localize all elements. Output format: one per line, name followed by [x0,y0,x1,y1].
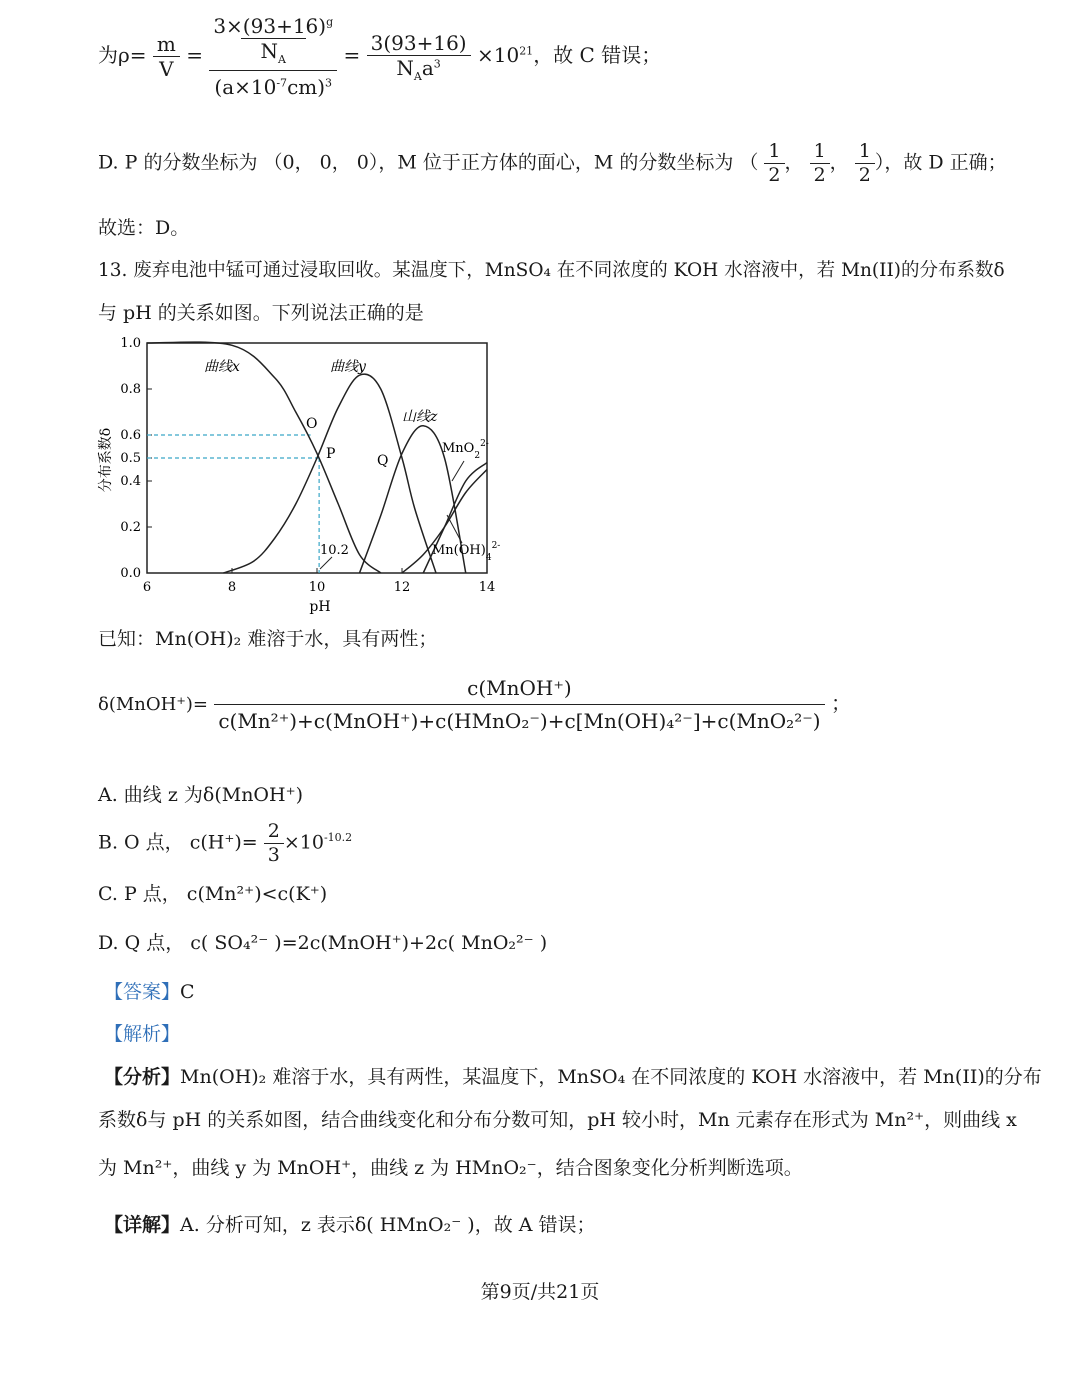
option-d: D. Q 点， c( SO₄²⁻ )=2c(MnOH⁺)+2c( MnO₂²⁻ ) [98,932,548,954]
y-tick-label: 0.5 [120,451,141,466]
label-curve-x: 曲线x [204,359,240,375]
point-o: O [306,416,318,432]
answer: 【答案】C [104,981,195,1003]
delta-formula: δ(MnOH⁺)= $\frac{\text{c(MnOH⁺)}}{\text{c(Mn²⁺)+c(MnOH⁺)+c(HMnO₂⁻)+c[Mn(OH)₄²⁻]+c(MnO₂²⁻)}}$ ； [98,676,851,733]
y-tick-label: 0.8 [120,382,141,397]
analysis-line2: 系数δ与 pH 的关系如图，结合曲线变化和分布分数可知，pH 较小时，Mn 元素存在形式为 Mn²⁺，则曲线 x [98,1109,1017,1131]
y-tick-label: 0.0 [120,566,141,581]
y-axis-label: 分布系数δ [98,427,114,493]
y-tick-label: 0.6 [120,428,141,443]
label-mnoh4: $Mn(OH)_4^{2-}$ [432,541,501,563]
x-tick-label: 8 [227,580,237,595]
y-tick-label: 1.0 [120,336,141,351]
question-13-line1: 13. 废弃电池中锰可通过浸取回收。某温度下，MnSO₄ 在不同浓度的 KOH 水溶液中，若 Mn(II)的分布系数δ [98,260,1005,281]
formula-rho: 为ρ= $\frac{m}{V}$ = $3\times(93+16)^g$ $N_A$ $(a\times 10^{-7}cm)^3$ = $\frac{3(93+16)}{N_Aa^3}$ $\times 10^{21}$，故 C 错误； [98,14,662,100]
annot-arrow-mno2 [452,461,464,481]
point-q: Q [377,453,389,469]
x-axis-label: pH [309,599,331,615]
x-tick-label: 10 [308,580,326,595]
rho-middle-fraction: $3\times(93+16)^g$ $N_A$ $(a\times 10^{-7}cm)^3$ [209,14,337,99]
label-curve-z: 山线z [402,409,438,425]
x-tick-label: 12 [393,580,411,595]
option-a: A. 曲线 z 为δ(MnOH⁺) [98,784,304,806]
x-tick-label: 6 [142,580,152,595]
annot-arrow-mnoh4 [447,515,462,543]
jiexi: 【解析】 [104,1023,181,1045]
analysis-line3: 为 Mn²⁺，曲线 y 为 MnOH⁺，曲线 z 为 HMnO₂⁻，结合图象变化分析判断选项。 [98,1157,803,1179]
ph-annotation: 10.2 [320,543,349,558]
x-tick-label: 14 [478,580,496,595]
question-13-line2: 与 pH 的关系如图。下列说法正确的是 [98,302,424,324]
detail-line: 【详解】A. 分析可知，z 表示δ( HMnO₂⁻ )，故 A 错误； [104,1214,596,1236]
page-footer: 第9页/共21页 [480,1281,600,1303]
rho-right-fraction: $\frac{3(93+16)}{N_Aa^3}$ [367,31,471,83]
label-mno2: MnO$_2^{2-}$ [442,439,489,461]
y-tick-label: 0.4 [120,474,141,489]
option-b: B. O 点， c(H⁺)= $\frac{2}{3}$ $\times 10^{-10.2}$ [98,820,353,866]
analysis-line1: 【分析】Mn(OH)₂ 难溶于水，具有两性，某温度下，MnSO₄ 在不同浓度的 KOH 水溶液中，若 Mn(II)的分布 [104,1066,1042,1088]
label-curve-y: 曲线y [330,359,366,375]
option-d-line: D. P 的分数坐标为 （0， 0， 0），M 位于正方体的面心，M 的分数坐标为 （ $\frac{1}{2}$ ， $\frac{1}{2}$ ， $\frac{1}{2}$ ），故 D 正确； [98,140,1007,186]
annot-arrow-ph [320,557,332,569]
known-line: 已知：Mn(OH)₂ 难溶于水，具有两性； [98,628,438,650]
point-p: P [326,446,336,462]
choose-d: 故选：D。 [98,217,190,239]
distribution-chart [92,335,512,620]
option-c: C. P 点， c(Mn²⁺)<c(K⁺) [98,883,328,905]
y-tick-label: 0.2 [120,520,141,535]
